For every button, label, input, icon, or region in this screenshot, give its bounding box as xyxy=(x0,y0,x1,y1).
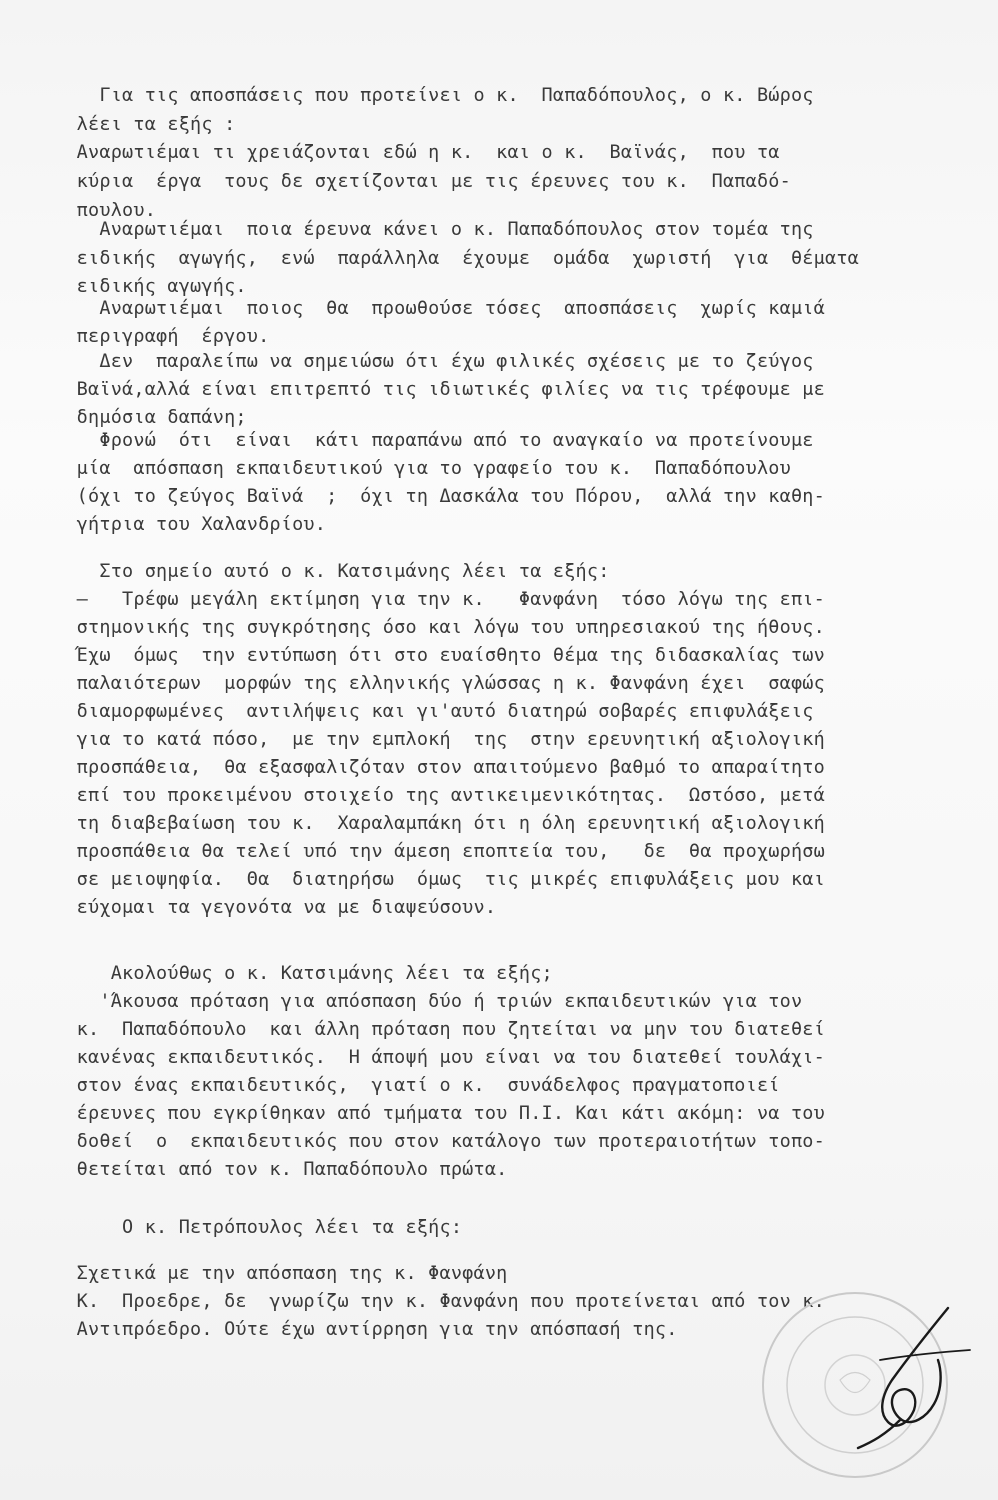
text-line: παλαιότερων μορφών της ελληνικής γλώσσας η κ. Φανφάνη έχει σαφώς xyxy=(54,673,825,694)
text-line: έρευνες που εγκρίθηκαν από τμήματα του Π.Ι. Και κάτι ακόμη: να του xyxy=(54,1103,825,1124)
text-line: λέει τα εξής : xyxy=(54,114,236,135)
text-line: ειδικής αγωγής, ενώ παράλληλα έχουμε ομάδα χωριστή για θέματα xyxy=(54,248,859,269)
text-line: γήτρια του Χαλανδρίου. xyxy=(54,514,327,535)
text-line: σε μειοψηφία. Θα διατηρήσω όμως τις μικρές επιφυλάξεις μου και xyxy=(54,869,825,890)
text-line: Αντιπρόεδρο. Ούτε έχω αντίρρηση για την απόσπασή της. xyxy=(54,1319,678,1340)
text-line: δημόσια δαπάνη; xyxy=(54,407,247,428)
signature xyxy=(830,1300,980,1450)
text-line: προσπάθεια θα τελεί υπό την άμεση εποπτεία του, δε θα προχωρήσω xyxy=(54,841,825,862)
text-line: Αναρωτιέμαι ποιος θα προωθούσε τόσες αποσπάσεις χωρίς καμιά xyxy=(54,298,825,319)
text-line: Κ. Προεδρε, δε γνωρίζω την κ. Φανφάνη που προτείνεται από τον κ. xyxy=(54,1291,825,1312)
text-line: θετείται από τον κ. Παπαδόπουλο πρώτα. xyxy=(54,1159,508,1180)
text-line: Σχετικά με την απόσπαση της κ. Φανφάνη xyxy=(54,1263,508,1284)
text-line: διαμορφωμένες αντιλήψεις και γι'αυτό διατηρώ σοβαρές επιφυλάξεις xyxy=(54,701,814,722)
text-line: Ακολούθως ο κ. Κατσιμάνης λέει τα εξής; xyxy=(54,963,553,984)
text-line: για το κατά πόσο, με την εμπλοκή της στην ερευνητική αξιολογική xyxy=(54,729,825,750)
text-line: κανένας εκπαιδευτικός. Η άποψή μου είναι να του διατεθεί τουλάχι- xyxy=(54,1047,825,1068)
text-line: (όχι το ζεύγος Βαϊνά ; όχι τη Δασκάλα του Πόρου, αλλά την καθη- xyxy=(54,486,825,507)
text-line: εύχομαι τα γεγονότα να με διαψεύσουν. xyxy=(54,897,497,918)
text-line: Δεν παραλείπω να σημειώσω ότι έχω φιλικές σχέσεις με το ζεύγος xyxy=(54,351,814,372)
text-line: στημονικής της συγκρότησης όσο και λόγω του υπηρεσιακού της ήθους. xyxy=(54,617,825,638)
text-line: Ο κ. Πετρόπουλος λέει τα εξής: xyxy=(54,1217,463,1238)
text-line: Αναρωτιέμαι τι χρειάζονται εδώ η κ. και ο κ. Βαϊνάς, που τα xyxy=(54,142,780,163)
text-line: 'Άκουσα πρόταση για απόσπαση δύο ή τριών εκπαιδευτικών για τον xyxy=(54,991,803,1012)
text-line: Αναρωτιέμαι ποια έρευνα κάνει ο κ. Παπαδόπουλος στον τομέα της xyxy=(54,219,814,240)
text-line: περιγραφή έργου. xyxy=(54,326,270,347)
text-line: δοθεί ο εκπαιδευτικός που στον κατάλογο των προτεραιοτήτων τοπο- xyxy=(54,1131,825,1152)
text-line: κύρια έργα τους δε σχετίζονται με τις έρευνες του κ. Παπαδό- xyxy=(54,171,791,192)
text-line: Φρονώ ότι είναι κάτι παραπάνω από το αναγκαίο να προτείνουμε xyxy=(54,430,814,451)
text-line: τη διαβεβαίωση του κ. Χαραλαμπάκη ότι η όλη ερευνητική αξιολογική xyxy=(54,813,825,834)
text-line: πουλου. xyxy=(54,200,157,221)
text-line: προσπάθεια, θα εξασφαλιζόταν στον απαιτούμενο βαθμό το απαραίτητο xyxy=(54,757,825,778)
text-line: μία απόσπαση εκπαιδευτικού για το γραφείο του κ. Παπαδόπουλου xyxy=(54,458,791,479)
text-line: Στο σημείο αυτό ο κ. Κατσιμάνης λέει τα εξής: xyxy=(54,561,610,582)
text-line: ειδικής αγωγής. xyxy=(54,276,247,297)
text-line: Για τις αποσπάσεις που προτείνει ο κ. Παπαδόπουλος, ο κ. Βώρος xyxy=(54,85,814,106)
text-line: — Τρέφω μεγάλη εκτίμηση για την κ. Φανφάνη τόσο λόγω της επι- xyxy=(54,589,825,610)
text-line: επί του προκειμένου στοιχείο της αντικειμενικότητας. Ωστόσο, μετά xyxy=(54,785,825,806)
text-line: Βαϊνά,αλλά είναι επιτρεπτό τις ιδιωτικές φιλίες να τις τρέφουμε με xyxy=(54,379,825,400)
text-line: στον ένας εκπαιδευτικός, γιατί ο κ. συνάδελφος πραγματοποιεί xyxy=(54,1075,780,1096)
text-line: Έχω όμως την εντύπωση ότι στο ευαίσθητο θέμα της διδασκαλίας των xyxy=(54,645,825,666)
text-line: κ. Παπαδόπουλο και άλλη πρόταση που ζητείται να μην του διατεθεί xyxy=(54,1019,825,1040)
